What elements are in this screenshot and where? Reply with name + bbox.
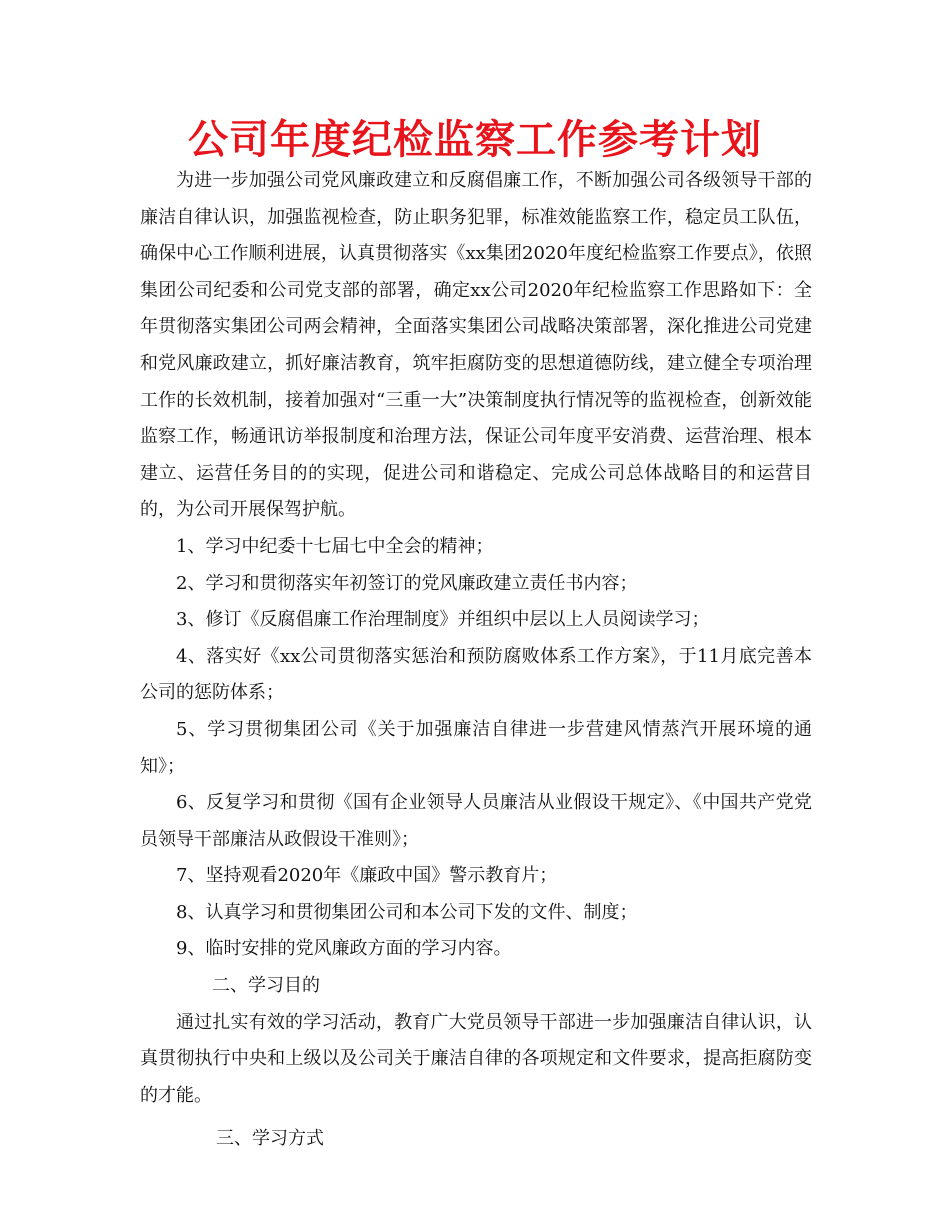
- list-item-2: 2、学习和贯彻落实年初签订的党风廉政建立责任书内容；: [176, 572, 638, 594]
- intro-paragraph: 为进一步加强公司党风廉政建立和反腐倡廉工作，不断加强公司各级领导干部的廉洁自律认识，加强监视检查，防止职务犯罪，标准效能监察工作，稳定员工队伍，确保中心工作顺利进展，认真贯彻落实《xx集团2020年度纪检监察工作要点》，依照集团公司纪委和公司党支部的部署，确定xx公司2020年纪检监察工作思路如下：全年贯彻落实集团公司两会精神，全面落实集团公司战略决策部署，深化推进公司党建和党风廉政建立，抓好廉洁教育，筑牢拒腐防变的思想道德防线，建立健全专项治理工作的长效机制，接着加强对“三重一大”决策制度执行情况等的监视检查，创新效能监察工作，畅通讯访举报制度和治理方法，保证公司年度平安消费、运营治理、根本建立、运营任务目的的实现，促进公司和谐稳定、完成公司总体战略目的和运营目的，为公司开展保驾护航。: [140, 170, 812, 521]
- list-item-3: 3、修订《反腐倡廉工作治理制度》并组织中层以上人员阅读学习；: [176, 609, 710, 631]
- list-item-5: 5、学习贯彻集团公司《关于加强廉洁自律进一步营建风情蒸汽开展环境的通知》；: [140, 718, 812, 777]
- list-item-8: 8、认真学习和贯彻集团公司和本公司下发的文件、制度；: [176, 901, 638, 923]
- purpose-paragraph: 通过扎实有效的学习活动，教育广大党员领导干部进一步加强廉洁自律认识，认真贯彻执行中央和上级以及公司关于廉洁自律的各项规定和文件要求，提高拒腐防变的才能。: [140, 1011, 812, 1106]
- list-item-9: 9、临时安排的党风廉政方面的学习内容。: [176, 938, 512, 960]
- document-title: 公司年度纪检监察工作参考计划: [188, 117, 762, 163]
- document-body: [140, 163, 812, 1158]
- section-heading-method: 三、学习方式: [216, 1128, 324, 1150]
- list-item-7: 7、坚持观看2020年《廉政中国》警示教育片；: [176, 865, 558, 887]
- list-item-6: 6、反复学习和贯彻《国有企业领导人员廉洁从业假设干规定》、《中国共产党党员领导干部廉洁从政假设干准则》；: [140, 792, 812, 850]
- list-item-1: 1、学习中纪委十七届七中全会的精神；: [176, 535, 494, 557]
- list-item-4: 4、落实好《xx公司贯彻落实惩治和预防腐败体系工作方案》，于11月底完善本公司的惩防体系；: [140, 645, 812, 704]
- section-heading-purpose: 二、学习目的: [212, 975, 320, 997]
